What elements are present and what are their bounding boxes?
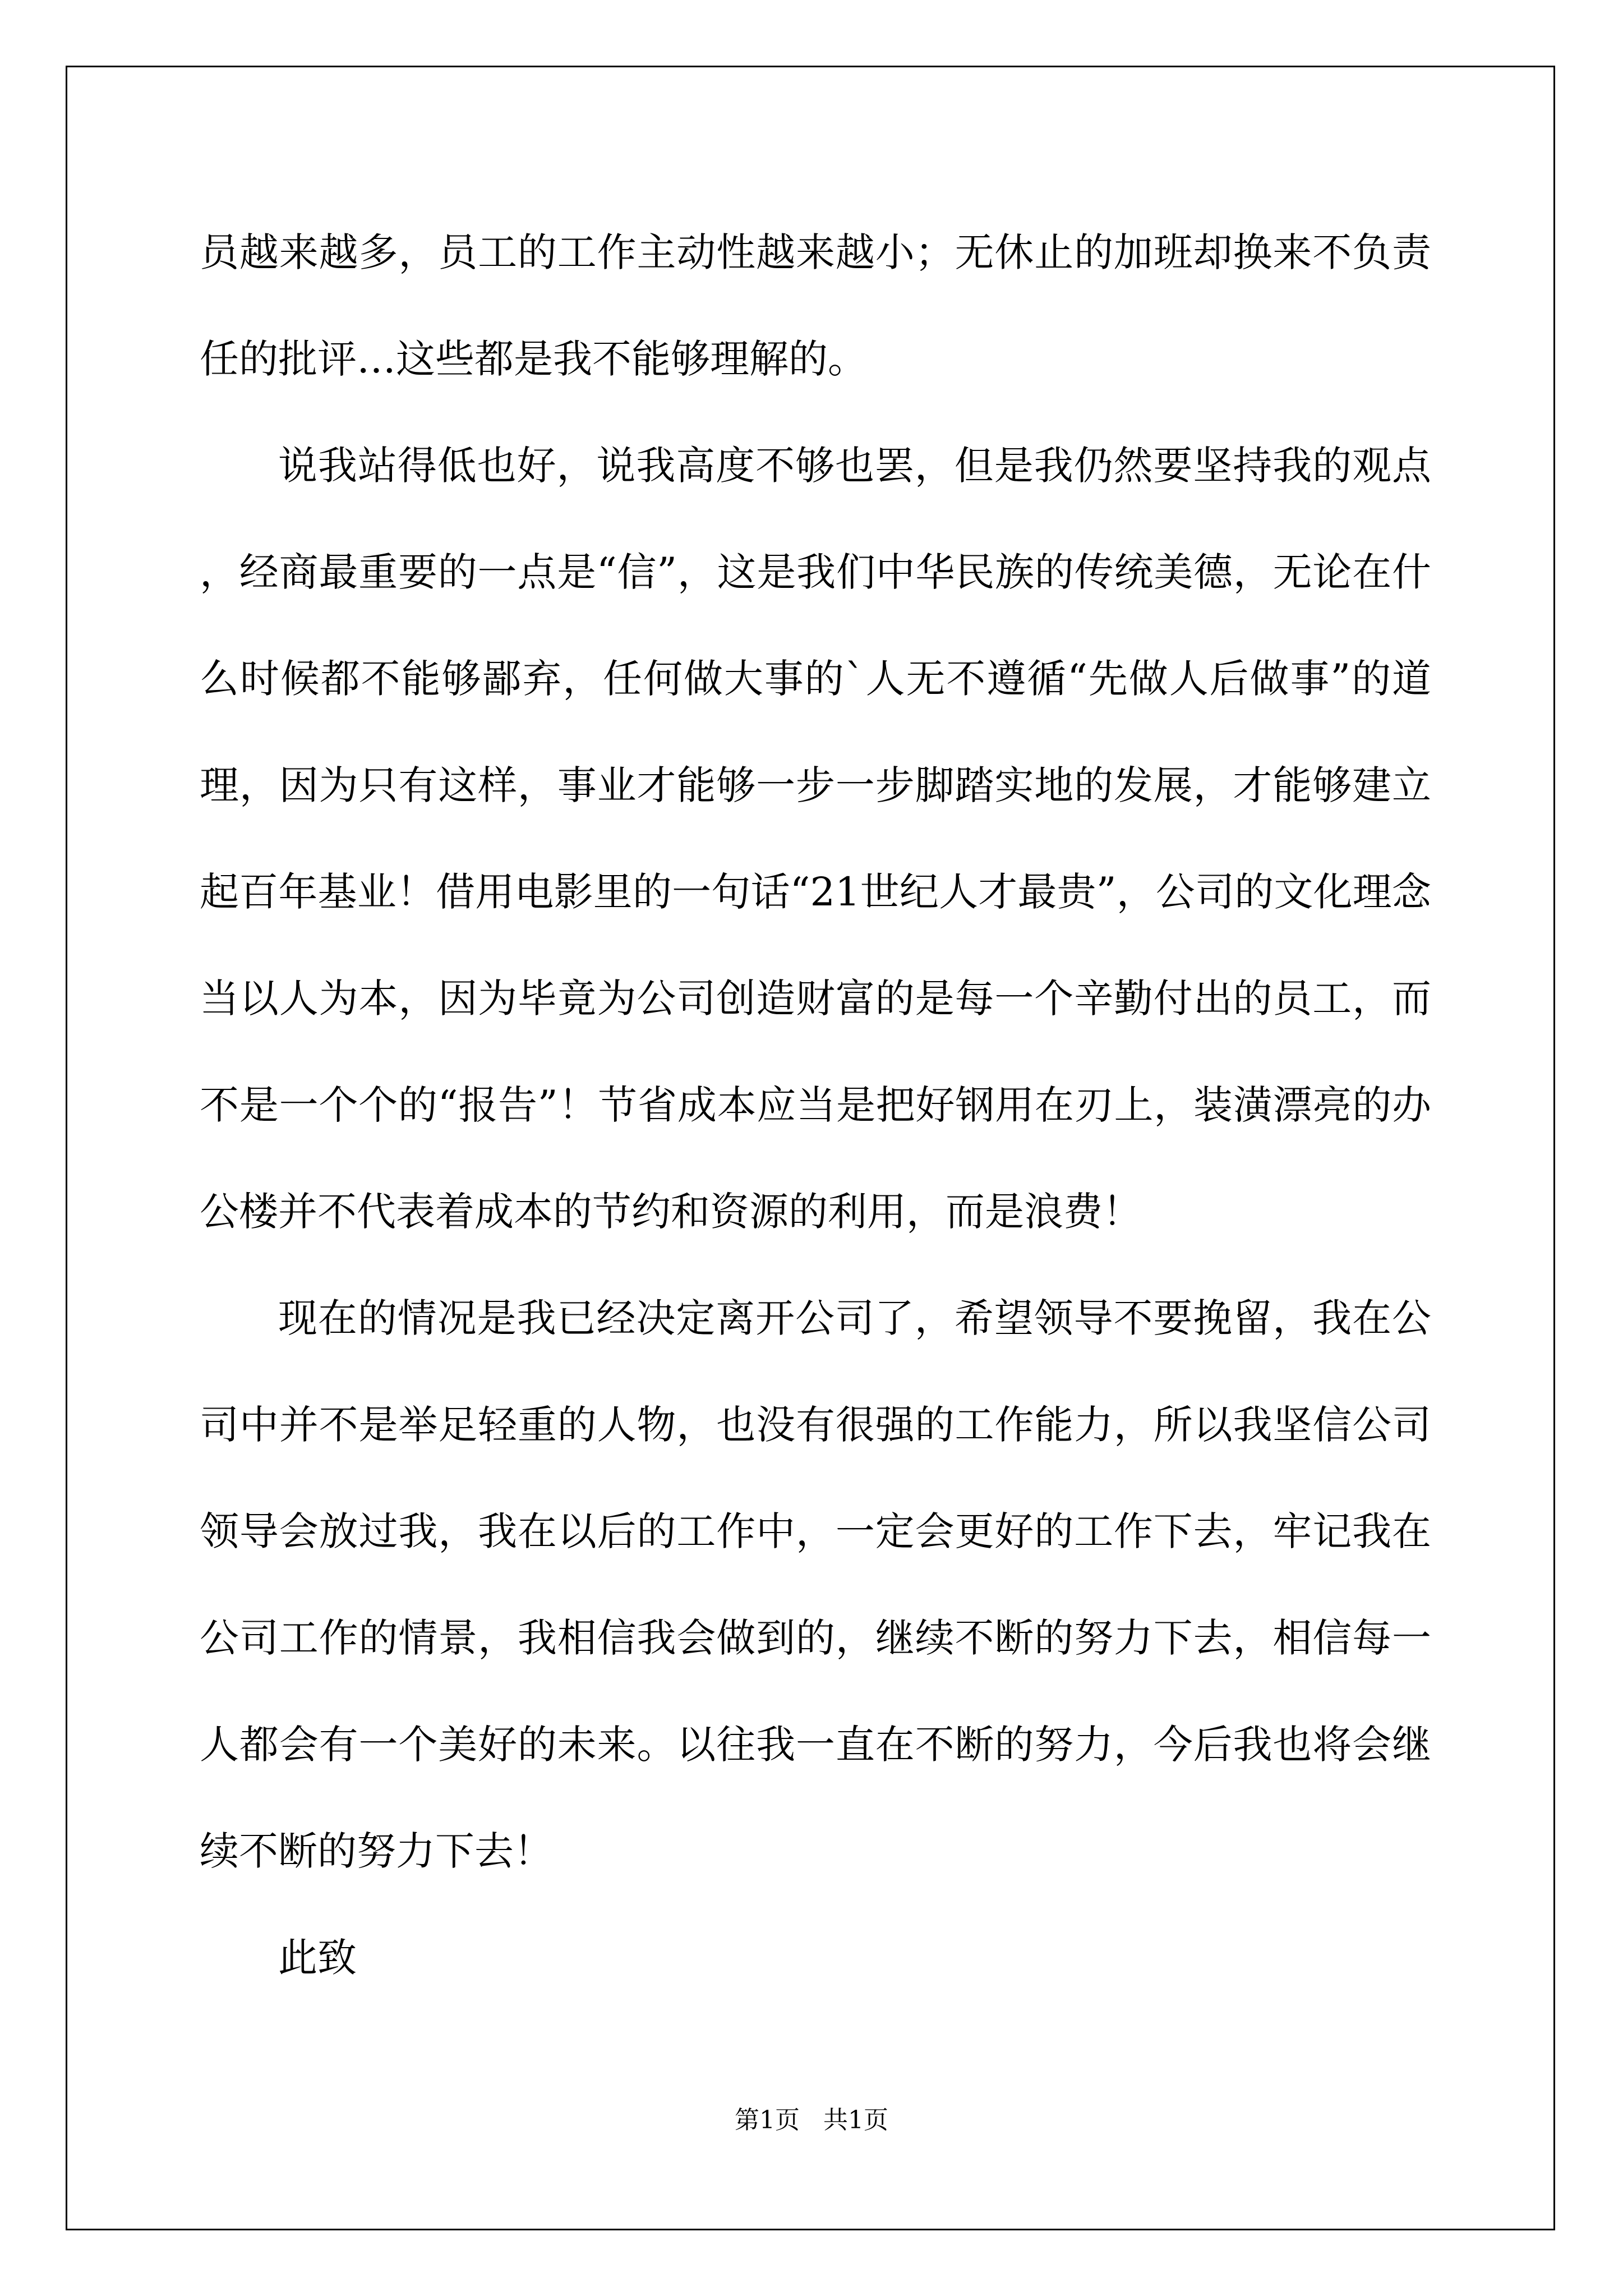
paragraph-3: 现在的情况是我已经决定离开公司了，希望领导不要挽留，我在公司中并不是举足轻重的人物，也没有很强的工作能力，所以我坚信公司领导会放过我，我在以后的工作中，一定会更好的工作下去，牢记我在公司工作的情景，我相信我会做到的，继续不断的努力下去，相信每一人都会有一个美好的未来。以往我一直在不断的努力，今后我也将会继续不断的努力下去！ (200, 1295, 1431, 1874)
paragraph-1: 员越来越多，员工的工作主动性越来越小；无休止的加班却换来不负责任的批评…这些都是我不能够理解的。 (200, 229, 1431, 382)
paragraph-2: 说我站得低也好，说我高度不够也罢，但是我仍然要坚持我的观点，经商最重要的一点是“信”，这是我们中华民族的传统美德，无论在什么时候都不能够鄙弃，任何做大事的`人无不遵循“先做人后做事”的道理，因为只有这样，事业才能够一步一步脚踏实地的发展，才能够建立起百年基业！借用电影里的一句话“21世纪人才最贵”，公司的文化理念当以人为本，因为毕竟为公司创造财富的是每一个辛勤付出的员工，而不是一个个的“报告”！节省成本应当是把好钢用在刃上，装潢漂亮的办公楼并不代表着成本的节约和资源的利用，而是浪费！ (200, 443, 1431, 1235)
letter-body (200, 199, 1431, 2011)
page-number-footer: 第1页 共1页 (735, 2106, 888, 2134)
closing-salutation: 此致 (278, 1935, 357, 1981)
